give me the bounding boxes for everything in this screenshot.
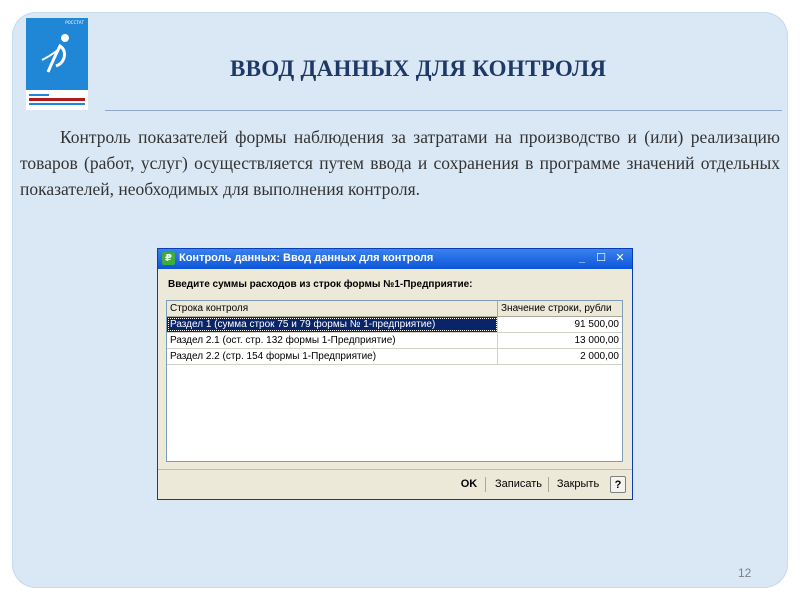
row-label[interactable]: Раздел 1 (сумма строк 75 и 79 формы № 1-предприятие) — [167, 317, 498, 332]
table-row[interactable] — [167, 317, 622, 333]
minimize-icon[interactable]: _ — [578, 252, 586, 264]
table-header — [167, 301, 622, 317]
dialog-title: Контроль данных: Ввод данных для контроля — [179, 252, 434, 264]
row-label[interactable]: Раздел 2.1 (ост. стр. 132 формы 1-Предприятие) — [167, 333, 498, 348]
data-table — [166, 300, 623, 462]
footer-divider — [158, 469, 632, 470]
logo-band — [26, 90, 88, 110]
table-row[interactable] — [167, 349, 622, 365]
page-title: ВВОД ДАННЫХ ДЛЯ КОНТРОЛЯ — [230, 56, 607, 81]
dialog-window — [157, 248, 633, 500]
help-icon[interactable]: ? — [610, 476, 626, 493]
close-button[interactable]: Закрыть — [556, 478, 600, 490]
page-number: 12 — [738, 566, 752, 580]
column-header-control-line[interactable]: Строка контроля — [167, 301, 498, 316]
body-paragraph: Контроль показателей формы наблюдения за затратами на производство и (или) реализацию товаров (работ, услуг) осуществляется путем ввода и сохранения в программе значений отдельных показателей, необходимых для выполнения контроля. — [20, 127, 780, 199]
column-header-value[interactable]: Значение строки, рубли — [501, 303, 612, 314]
title-divider — [105, 110, 782, 111]
button-divider — [485, 477, 486, 492]
logo — [26, 18, 88, 110]
app-icon: ₽ — [162, 252, 175, 265]
dialog-titlebar[interactable] — [158, 249, 632, 269]
maximize-icon[interactable]: ☐ — [596, 252, 606, 264]
logo-emblem-icon — [32, 30, 82, 80]
row-value[interactable]: 2 000,00 — [580, 351, 619, 362]
close-icon[interactable]: ✕ — [615, 252, 625, 264]
ok-button[interactable]: OK — [460, 478, 478, 490]
dialog-prompt: Введите суммы расходов из строк формы №1-Предприятие: — [168, 279, 473, 290]
save-button[interactable]: Записать — [494, 478, 542, 490]
table-row[interactable] — [167, 333, 622, 349]
row-value[interactable]: 91 500,00 — [574, 319, 619, 330]
row-value[interactable]: 13 000,00 — [574, 335, 619, 346]
button-divider — [548, 477, 549, 492]
logo-top-text: РОССТАТ — [65, 20, 84, 25]
row-label[interactable]: Раздел 2.2 (стр. 154 формы 1-Предприятие) — [167, 349, 498, 364]
